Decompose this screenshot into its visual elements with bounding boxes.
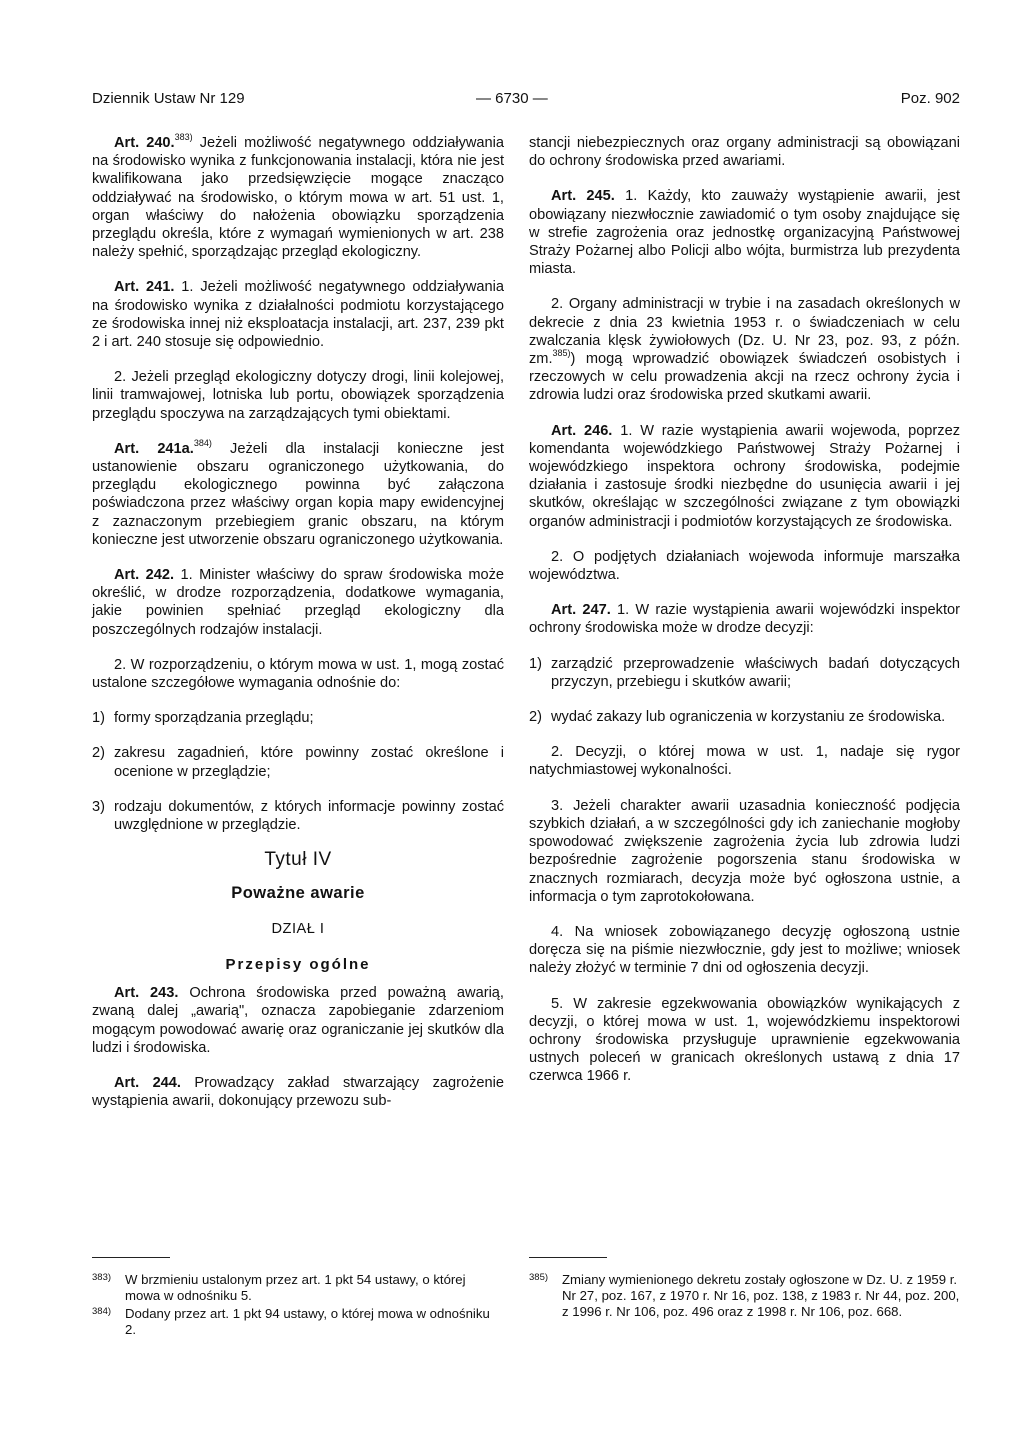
article-247 xyxy=(529,601,960,637)
paragraph-text: ) mogą wprowadzić obowiązek świadczeń osobistych i rzeczowych w celu prowadzenia akcji na rzecz ochrony życia i zdrowia ludzi oraz środowiska przed skutkami awarii. xyxy=(529,351,960,404)
item-number: 2) xyxy=(92,745,105,762)
article-247-par-2: 2. Decyzji, o której mowa w ust. 1, nadaje się rygor natychmiastowej wykonalności. xyxy=(529,744,960,779)
item-number: 2) xyxy=(529,709,542,726)
article-245-par-2 xyxy=(529,295,960,404)
item-number: 1) xyxy=(92,710,105,727)
article-label: Art. 247. xyxy=(551,602,611,619)
footnote-mark: 385) xyxy=(529,1272,549,1283)
right-column xyxy=(529,134,960,1103)
article-label: Art. 241a. xyxy=(114,440,194,457)
footnote xyxy=(529,1272,960,1320)
article-label: Art. 242. xyxy=(114,567,175,584)
article-241-par-2: 2. Jeżeli przegląd ekologiczny dotyczy drogi, linii kolejowej, linii tramwajowej, lotniska lub portu, obowiązek sporządzenia przeglądu spoczywa na zarządzających tymi obiektami. xyxy=(92,369,504,422)
article-text: 1. Jeżeli możliwość negatywnego oddziaływania na środowisko wynika z działalności podmiotu korzystającego ze środowiska innej niż eksploatacja instalacji, art. 237, 239 pkt 2 i art. 240 stosuje się odpowiednio. xyxy=(92,279,505,351)
item-text: zarządzić przeprowadzenie właściwych badań dotyczących przyczyn, przebiegu i skutków awarii; xyxy=(551,655,960,690)
article-243 xyxy=(92,984,504,1057)
article-text: Prowadzący zakład stwarzający zagrożenie wystąpienia awarii, dokonujący przewozu sub- xyxy=(92,1074,504,1110)
article-label: Art. 243. xyxy=(114,985,179,1002)
title-subheading: Poważne awarie xyxy=(231,883,365,902)
page-header xyxy=(92,90,960,114)
article-label: Art. 246. xyxy=(551,422,613,439)
footnote-divider xyxy=(92,1257,170,1258)
article-text: 1. W razie wystąpienia awarii wojewoda, poprzez komendanta wojewódzkiego Państwowej Straży Pożarnej i wojewódzkiego inspektora ochrony środowiska, podejmie działania i zastosuje środki niezbędne do usunięcia awarii i jej skutków, określając w szczególności związane z tym obowiązki organów administracji i podmiotów korzystających ze środowiska. xyxy=(529,422,960,530)
article-247-par-3: 3. Jeżeli charakter awarii uzasadnia konieczność podjęcia szybkich działań, a w szczególności gdy ich zaniechanie mogłoby spowodować zwiększenie zagrożenia życia lub zdrowia ludzi bezpośrednie zagrożenie pogorszenia stanu środowiska w znacznych rozmiarach, decyzja może być ogłoszona ustnie, a informacja o tym zaprotokołowana. xyxy=(529,797,960,905)
article-242 xyxy=(92,566,504,639)
list-item xyxy=(92,709,504,727)
article-text: Ochrona środowiska przed poważną awarią, zwaną dalej „awarią", oznacza zapobieganie zdarzeniom mogącym powodować awarię oraz ograniczanie jej skutków dla ludzi i środowiska. xyxy=(92,985,504,1056)
section-subheading: Przepisy ogólne xyxy=(225,955,371,973)
list-item xyxy=(92,744,504,780)
title-heading: Tytuł IV xyxy=(264,849,332,871)
article-246 xyxy=(529,422,960,531)
article-241a xyxy=(92,437,504,549)
article-244-continued: stancji niebezpiecznych oraz organy administracji są obowiązani do ochrony środowiska przed awariami. xyxy=(529,135,960,170)
list-item xyxy=(92,798,504,834)
article-text: 1. Minister właściwy do spraw środowiska może określić, w drodze rozporządzenia, dodatkowe wymagania, jakie powinien spełniać przegląd ekologiczny dla poszczególnych rodzajów instalacji. xyxy=(92,567,505,638)
footnote-mark: 384) xyxy=(92,1306,112,1317)
article-label: Art. 240. xyxy=(114,135,175,151)
position-number: Poz. 902 xyxy=(900,90,960,107)
footnote-ref: 383) xyxy=(174,132,193,143)
article-241 xyxy=(92,278,504,351)
paragraph-text: 2. Organy administracji w trybie i na zasadach określonych w dekrecie z dnia 23 kwietnia 1953 r. o świadczeniach w celu zwalczania klęsk żywiołowych (Dz. U. Nr 23, poz. 93, z późn. zm. xyxy=(529,296,960,368)
left-column xyxy=(92,134,504,1127)
article-240 xyxy=(92,134,504,261)
footnote-mark: 383) xyxy=(92,1272,112,1283)
article-247-par-4: 4. Na wniosek zobowiązanego decyzję ogłoszoną ustnie doręcza się na piśmie niezwłocznie, gdy jest to możliwe; wniosek należy złożyć w terminie 7 dni od ogłoszenia decyzji. xyxy=(529,923,960,977)
footnotes-left xyxy=(92,1272,504,1340)
page-number: — 6730 — xyxy=(476,90,548,107)
article-244 xyxy=(92,1074,504,1110)
item-number: 1) xyxy=(529,655,542,672)
footnote-text: Dodany przez art. 1 pkt 94 ustawy, o której mowa w odnośniku 2. xyxy=(125,1306,490,1337)
article-label: Art. 245. xyxy=(551,188,615,205)
footnote-divider xyxy=(529,1257,607,1258)
article-text: Jeżeli dla instalacji konieczne jest ustanowienie obszaru ograniczonego użytkowania, do przeglądu ekologicznego powinna być załączona poświadczona przez właściwy organ kopia mapy ewidencyjnej z zaznaczonym przebiegiem granic obszaru, na którym konieczne jest utworzenie obszaru ograniczonego użytkowania. xyxy=(92,440,504,548)
article-247-par-5: 5. W zakresie egzekwowania obowiązków wynikających z decyzji, o której mowa w ust. 1, wojewódzkiemu inspektorowi ochrony środowiska przysługuje uprawnienie egzekwowania ustnych poleceń w granicach określonych ustawą z dnia 17 czerwca 1966 r. xyxy=(529,995,960,1085)
article-label: Art. 244. xyxy=(114,1074,181,1091)
footnote-text: W brzmieniu ustalonym przez art. 1 pkt 54 ustawy, o której mowa w odnośniku 5. xyxy=(125,1272,466,1303)
list-item xyxy=(529,708,960,726)
list-item xyxy=(529,655,960,691)
item-text: zakresu zagadnień, które powinny zostać określone i ocenione w przeglądzie; xyxy=(114,745,504,780)
footnotes-right xyxy=(529,1272,960,1322)
footnote-ref: 385) xyxy=(552,348,571,359)
item-text: wydać zakazy lub ograniczenia w korzystaniu ze środowiska. xyxy=(551,709,946,726)
article-245 xyxy=(529,187,960,278)
article-246-par-2: 2. O podjętych działaniach wojewoda informuje marszałka województwa. xyxy=(529,548,960,584)
footnote xyxy=(92,1306,504,1338)
footnote-text: Zmiany wymienionego dekretu zostały ogłoszone w Dz. U. z 1959 r. Nr 27, poz. 167, z 1970 r. Nr 16, poz. 138, z 1983 r. Nr 44, poz. 200, z 1996 r. Nr 106, poz. 496 oraz z 1998 r. Nr 106, poz. 668. xyxy=(562,1272,960,1319)
footnote xyxy=(92,1272,504,1304)
journal-title: Dziennik Ustaw Nr 129 xyxy=(92,90,245,107)
item-number: 3) xyxy=(92,798,105,815)
article-242-par-2: 2. W rozporządzeniu, o którym mowa w ust. 1, mogą zostać ustalone szczegółowe wymagania odnośnie do: xyxy=(92,656,504,692)
section-heading: DZIAŁ I xyxy=(271,920,325,937)
footnote-ref: 384) xyxy=(193,437,212,448)
article-text: 1. Każdy, kto zauważy wystąpienie awarii, jest obowiązany niezwłocznie zawiadomić o tym osoby znajdujące się w strefie zagrożenia oraz jednostkę organizacyjną Państwowej Straży Pożarnej albo Policji albo wójta, burmistrza lub prezydenta miasta. xyxy=(529,188,960,278)
article-label: Art. 241. xyxy=(114,279,175,296)
article-text: Jeżeli możliwość negatywnego oddziaływania na środowisko wynika z funkcjonowania instalacji, która nie jest kwalifikowana jako przedsięwzięcie mogące znacząco oddziaływać na środowisko, o którym mowa w art. 51 ust. 1, organ właściwy do nałożenia obowiązku sporządzenia przeglądu określa, które z wymagań wymienionych w art. 238 należy spełnić, sporządzając przegląd ekologiczny. xyxy=(92,135,505,261)
article-text: 1. W razie wystąpienia awarii wojewódzki inspektor ochrony środowiska może w drodze decyzji: xyxy=(529,602,960,637)
item-text: rodzaju dokumentów, z których informacje powinny zostać uwzględnione w przeglądzie. xyxy=(114,798,504,834)
item-text: formy sporządzania przeglądu; xyxy=(114,710,314,727)
